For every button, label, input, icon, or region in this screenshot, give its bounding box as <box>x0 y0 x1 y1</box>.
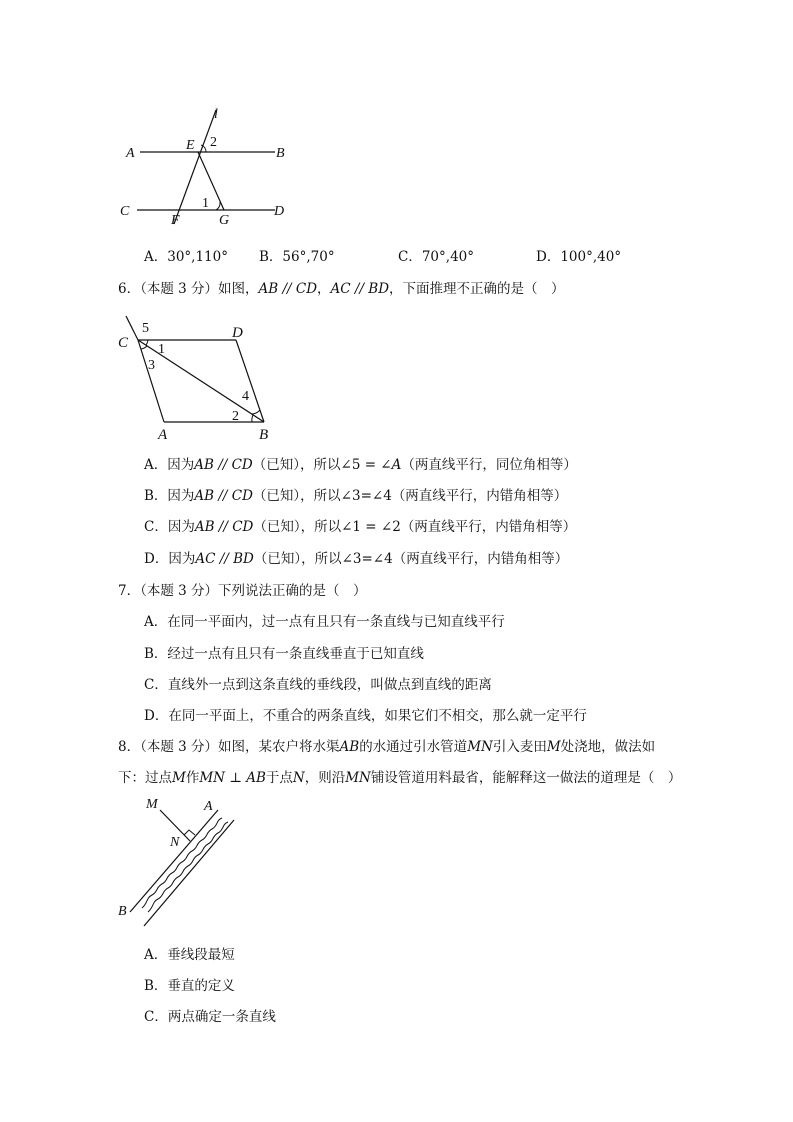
stem-text-end: ，下面推理不正确的是（ ） <box>389 281 565 297</box>
segment-db <box>236 340 264 422</box>
label-a: A <box>158 427 168 443</box>
question-number: 7． <box>118 583 141 599</box>
stem-text: 铺设管道用料最省，能解释这一做法的道理是（ ） <box>370 770 682 786</box>
q5-option-a[interactable] <box>144 248 228 266</box>
q5-option-b[interactable] <box>259 248 335 266</box>
option-text: 56°,70° <box>282 249 335 265</box>
option-text: 因为 <box>167 488 195 504</box>
option-letter: B． <box>144 978 168 994</box>
option-reason: （两直线平行，内错角相等） <box>392 551 569 567</box>
q8-option-b[interactable] <box>144 977 235 995</box>
stem-text: 作 <box>185 770 200 786</box>
relation-ac-bd: AC // BD <box>330 281 390 297</box>
stem-text: 引入麦田 <box>492 739 547 755</box>
option-text: 70°,40° <box>421 249 474 265</box>
option-text: 经过一点有且只有一条直线垂直于已知直线 <box>167 646 424 662</box>
option-reason: （两直线平行，内错角相等） <box>400 519 577 535</box>
option-relation: AB // CD <box>194 457 253 473</box>
question-number: 8． <box>118 739 141 755</box>
option-text: （已知），所以∠5 = ∠ <box>252 457 392 473</box>
option-letter: C． <box>398 249 422 265</box>
option-relation: AC // BD <box>195 551 254 567</box>
q6-option-c[interactable] <box>144 518 576 536</box>
q5-figure <box>118 102 298 232</box>
q6-figure <box>116 316 286 446</box>
option-text: 垂线段最短 <box>167 947 235 963</box>
angle-1-arc <box>216 202 220 210</box>
option-reason: （两直线平行，同位角相等） <box>401 457 577 473</box>
label-m: M <box>146 797 158 812</box>
option-text: 垂直的定义 <box>167 978 235 994</box>
water-wave-2 <box>148 822 228 912</box>
stem-text: （本题 3 分）如图， <box>140 281 259 297</box>
option-text: 因为 <box>167 457 195 473</box>
line-l <box>174 110 216 224</box>
q8-option-c[interactable] <box>144 1008 276 1026</box>
var-n: N <box>292 770 305 786</box>
label-d: D <box>274 204 285 219</box>
q8-figure <box>116 796 246 930</box>
q7-option-b[interactable] <box>144 645 424 663</box>
stem-text: （本题 3 分）下列说法正确的是（ ） <box>140 583 367 599</box>
option-text: 直线外一点到这条直线的垂线段，叫做点到直线的距离 <box>167 677 492 693</box>
stem-text: 的水通过引水管道 <box>359 739 468 755</box>
label-d: D <box>232 325 243 341</box>
option-text: 30°,110° <box>167 249 228 265</box>
option-letter: C． <box>144 519 168 535</box>
option-letter: A． <box>144 947 168 963</box>
option-relation: AB // CD <box>194 488 253 504</box>
diagonal-cb <box>138 340 264 422</box>
separator: ， <box>317 281 331 297</box>
option-text: 因为 <box>167 519 195 535</box>
option-reason: （两直线平行，内错角相等） <box>391 488 568 504</box>
option-letter: D． <box>536 249 561 265</box>
option-letter: D． <box>144 551 169 567</box>
label-angle-2: 2 <box>210 135 217 150</box>
q5-figure-svg <box>118 102 298 232</box>
option-angle: A <box>391 457 402 473</box>
label-c: C <box>120 204 130 219</box>
q8-stem-line-2 <box>118 769 681 787</box>
label-l: l <box>214 107 218 122</box>
stem-text: 于点 <box>265 770 293 786</box>
option-letter: D． <box>144 708 169 724</box>
option-letter: B． <box>259 249 283 265</box>
label-a: A <box>204 799 213 814</box>
label-a: A <box>126 146 135 161</box>
label-n: N <box>170 835 180 850</box>
q7-option-a[interactable] <box>144 613 505 631</box>
q5-option-d[interactable] <box>536 248 621 266</box>
option-text: 在同一平面上，不重合的两条直线，如果它们不相交，那么就一定平行 <box>168 708 587 724</box>
q7-option-d[interactable] <box>144 707 587 725</box>
option-text: 因为 <box>168 551 196 567</box>
option-text: （已知），所以∠1 = ∠2 <box>253 519 401 535</box>
q7-stem <box>118 582 367 600</box>
option-text: 在同一平面内，过一点有且只有一条直线与已知直线平行 <box>167 614 505 630</box>
option-letter: B． <box>144 646 168 662</box>
option-text: （已知），所以∠3=∠4 <box>253 551 393 567</box>
q8-stem-line-1 <box>118 738 655 756</box>
angle-2-arc <box>252 415 253 422</box>
q6-option-b[interactable] <box>144 487 567 505</box>
option-letter: C． <box>144 677 168 693</box>
q6-option-d[interactable] <box>144 550 568 568</box>
option-text: 两点确定一条直线 <box>167 1009 276 1025</box>
angle-1-arc <box>146 340 148 345</box>
var-ab: AB <box>339 739 360 755</box>
option-letter: C． <box>144 1009 168 1025</box>
label-c: C <box>118 335 129 351</box>
var-mn-perp-ab: MN ⊥ AB <box>199 770 266 786</box>
water-wave-1 <box>142 818 222 908</box>
option-letter: B． <box>144 488 168 504</box>
canal-bank-lower <box>144 820 234 926</box>
label-angle-5: 5 <box>142 321 149 336</box>
stem-text: 下：过点 <box>118 770 172 786</box>
q6-figure-svg <box>116 316 286 446</box>
stem-text: ，则沿 <box>304 770 346 786</box>
right-angle-mark <box>184 830 195 835</box>
angle-4-arc <box>252 410 260 414</box>
label-b: B <box>259 427 269 443</box>
q7-option-c[interactable] <box>144 676 492 694</box>
option-letter: A． <box>144 614 168 630</box>
stem-text: 处浇地，做法如 <box>560 739 656 755</box>
question-number: 6． <box>118 281 141 297</box>
label-angle-4: 4 <box>242 389 249 404</box>
label-b: B <box>276 146 285 161</box>
label-angle-2: 2 <box>232 409 239 424</box>
label-angle-1: 1 <box>158 342 165 357</box>
var-mn: MN <box>345 770 371 786</box>
option-letter: A． <box>144 457 168 473</box>
angle-3-arc <box>141 346 147 349</box>
label-angle-3: 3 <box>148 358 155 373</box>
var-mn: MN <box>467 739 493 755</box>
option-relation: AB // CD <box>194 519 254 535</box>
q8-figure-svg <box>116 796 246 930</box>
label-e: E <box>186 138 195 153</box>
relation-ab-cd: AB // CD <box>258 281 318 297</box>
option-text: （已知），所以∠3=∠4 <box>252 488 392 504</box>
var-m: M <box>546 739 561 755</box>
q6-option-a[interactable] <box>144 456 577 474</box>
option-letter: A． <box>144 249 168 265</box>
label-g: G <box>219 213 230 228</box>
label-angle-1: 1 <box>202 196 209 211</box>
label-f: F <box>171 213 180 228</box>
var-m: M <box>172 770 186 786</box>
q5-option-c[interactable] <box>398 248 474 266</box>
stem-text: （本题 3 分）如图，某农户将水渠 <box>140 739 340 755</box>
label-b: B <box>118 904 127 919</box>
option-text: 100°,40° <box>560 249 622 265</box>
q6-stem <box>118 280 565 298</box>
q8-option-a[interactable] <box>144 946 235 964</box>
